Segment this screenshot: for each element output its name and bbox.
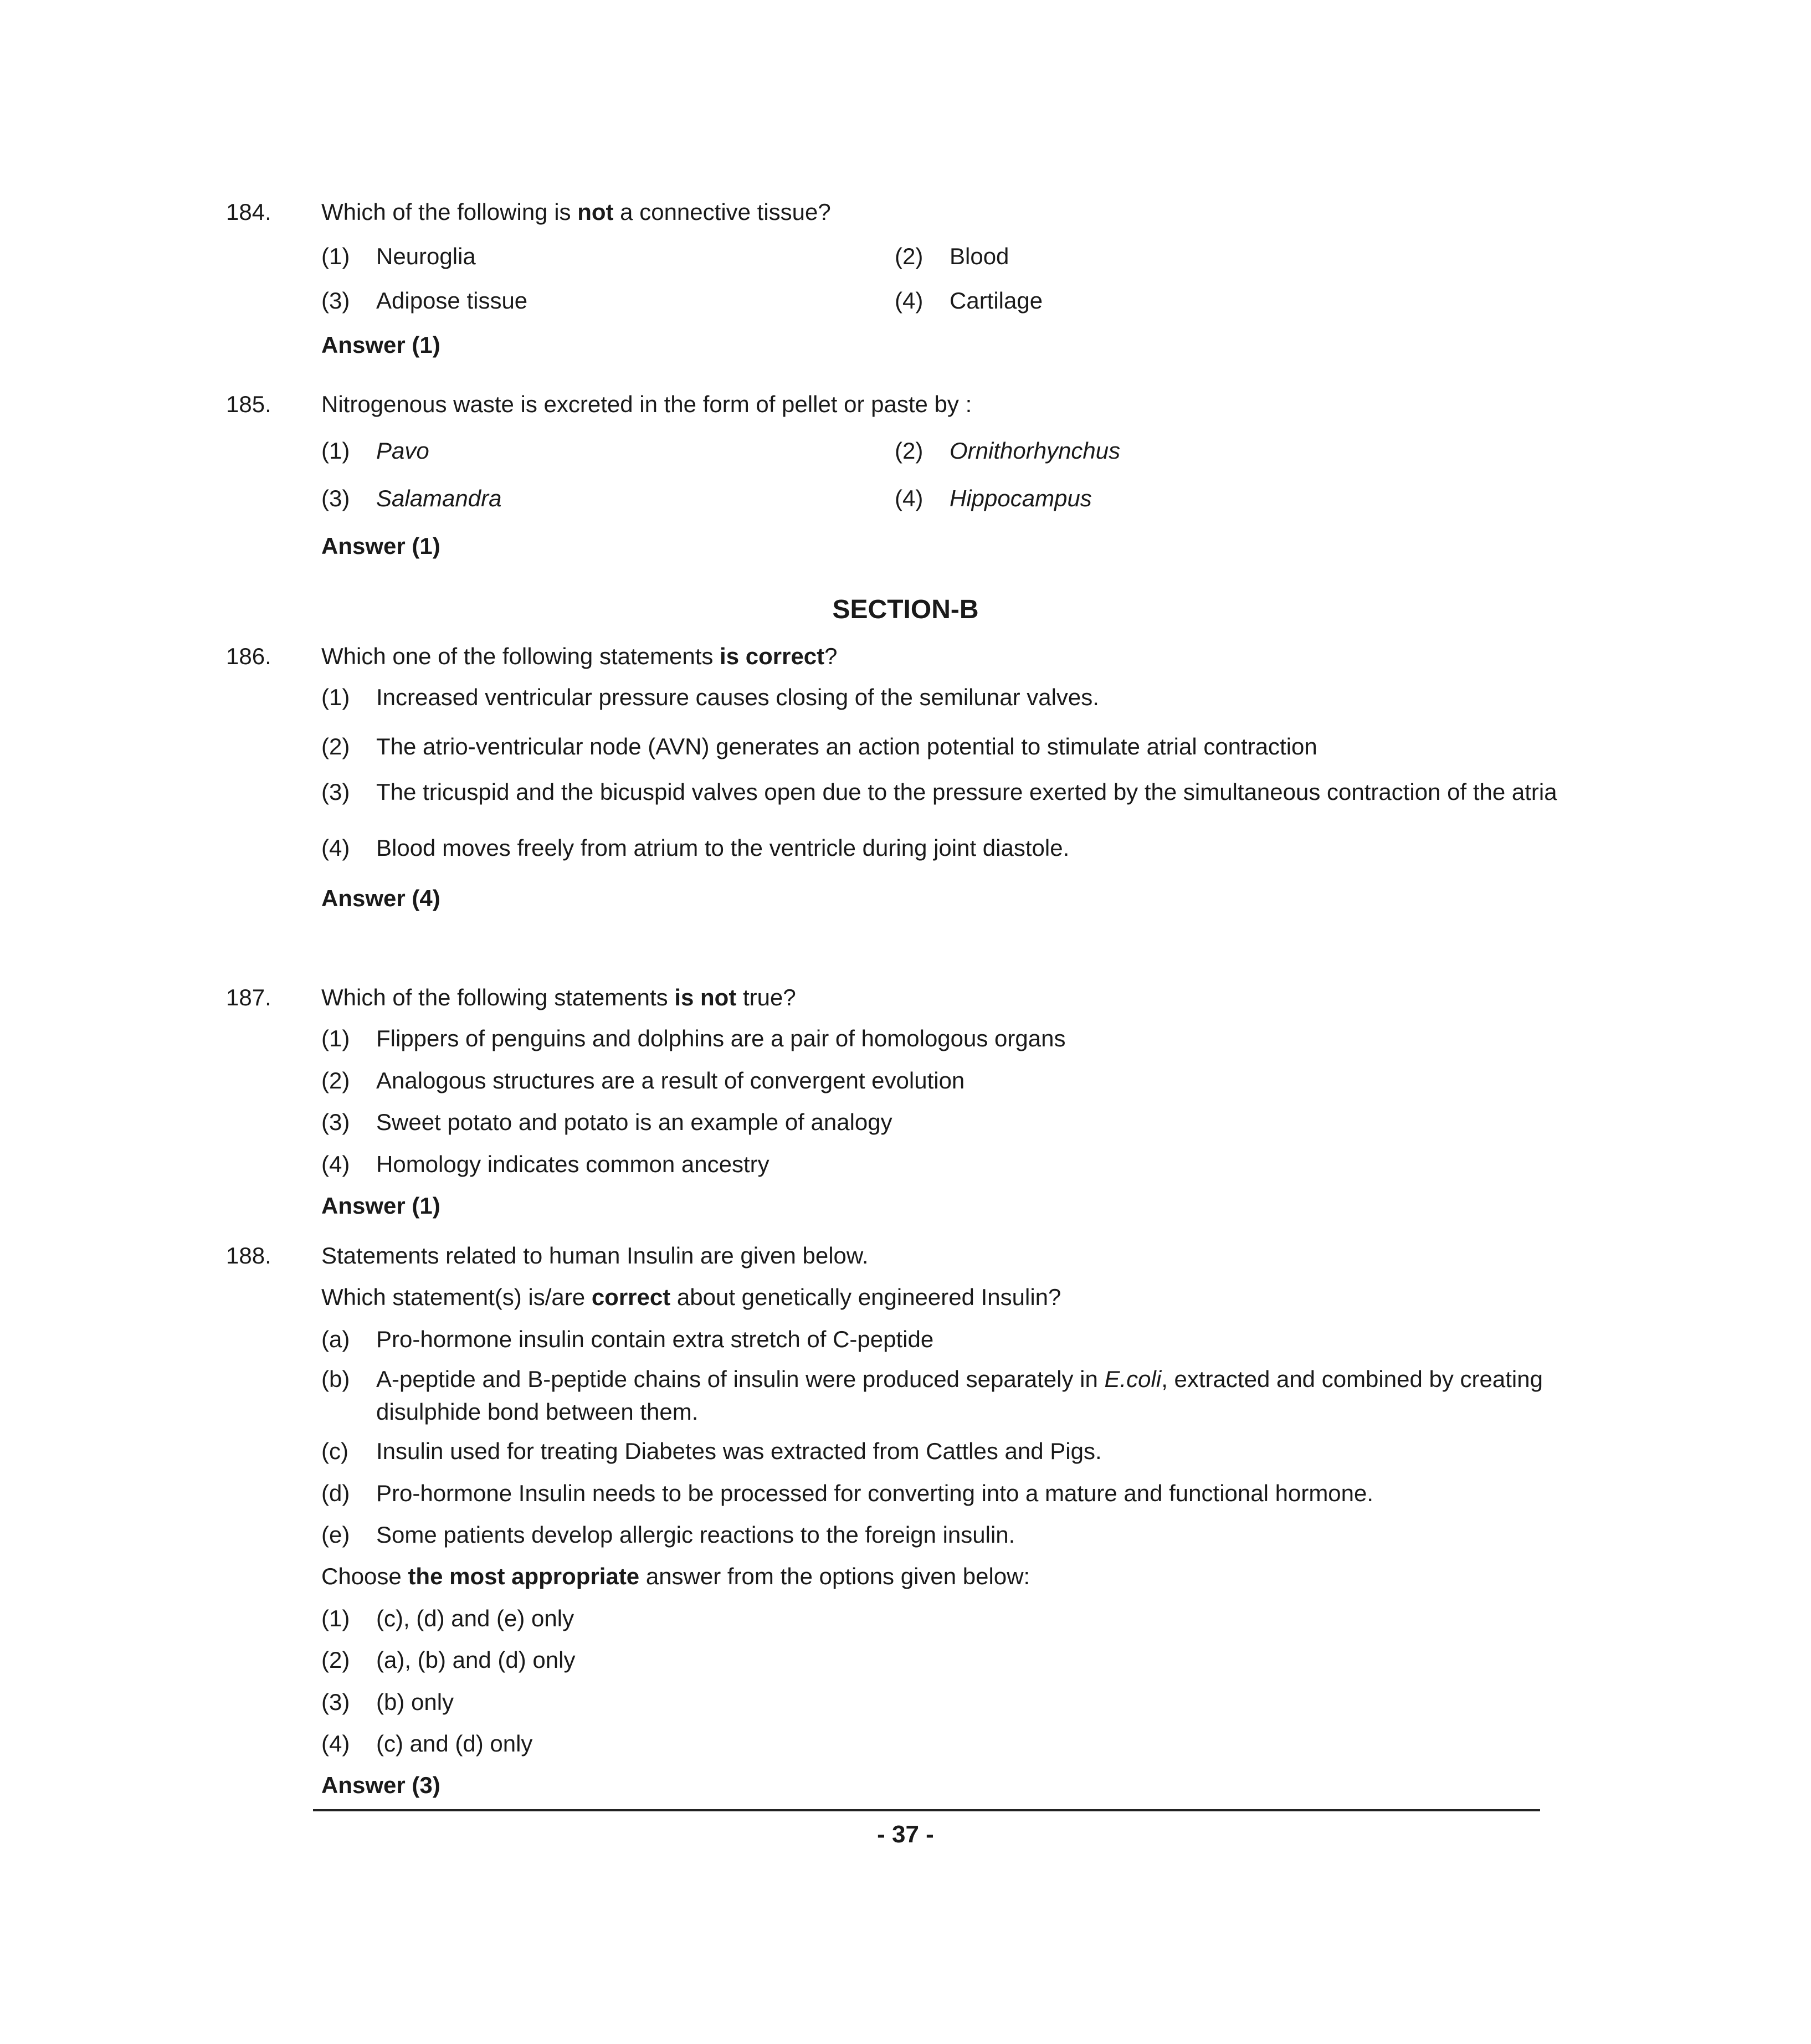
option-1: (1) Pavo [321, 438, 429, 464]
option-2: (2) Blood [895, 243, 1009, 270]
option-2: (2) Ornithorhynchus [895, 438, 1121, 464]
option-1: (1) Flippers of penguins and dolphins are a pair of homologous organs [321, 1025, 1066, 1052]
question-number: 184. [226, 199, 271, 225]
statement-d: (d) Pro-hormone Insulin needs to be processed for converting into a mature and functional hormone. [321, 1480, 1374, 1506]
page-number: - 37 - [877, 1821, 934, 1848]
question-number: 187. [226, 984, 271, 1010]
question-stem: Which one of the following statements is correct? [321, 643, 838, 669]
answer: Answer (1) [321, 1192, 440, 1219]
statement-e: (e) Some patients develop allergic reactions to the foreign insulin. [321, 1521, 1015, 1548]
options-row [321, 243, 1562, 287]
option-2: (2) (a), (b) and (d) only [321, 1647, 576, 1673]
question-stem-2: Which statement(s) is/are correct about genetically engineered Insulin? [321, 1284, 1061, 1311]
section-heading: SECTION-B [832, 595, 979, 624]
option-3: (3) Sweet potato and potato is an example of analogy [321, 1109, 892, 1136]
answer: Answer (4) [321, 885, 440, 911]
question-184 [226, 198, 1562, 360]
answer: Answer (1) [321, 332, 440, 358]
option-1: (1) Increased ventricular pressure causes closing of the semilunar valves. [321, 684, 1099, 711]
question-stem: Which of the following statements is not true? [321, 984, 796, 1010]
answer: Answer (3) [321, 1772, 440, 1799]
question-stem: Nitrogenous waste is excreted in the form of pellet or paste by : [321, 391, 972, 417]
options-row [321, 287, 1562, 331]
question-number: 185. [226, 391, 271, 417]
footer-divider [313, 1809, 1540, 1811]
question-number: 186. [226, 643, 271, 669]
question-186 [226, 643, 1562, 912]
option-1: (1) Neuroglia [321, 243, 476, 270]
option-3: (3) Salamandra [321, 485, 502, 512]
question-188 [226, 1242, 1562, 1800]
question-187 [226, 984, 1562, 1220]
choose-instruction: Choose the most appropriate answer from the options given below: [321, 1563, 1030, 1590]
option-1: (1) (c), (d) and (e) only [321, 1605, 574, 1631]
option-4: (4) (c) and (d) only [321, 1730, 533, 1757]
option-3: (3) The tricuspid and the bicuspid valves open due to the pressure exerted by the simultaneous contraction of the atria [321, 779, 1557, 805]
question-stem: Which of the following is not a connective tissue? [321, 199, 831, 225]
statement-c: (c) Insulin used for treating Diabetes was extracted from Cattles and Pigs. [321, 1438, 1102, 1465]
option-2: (2) Analogous structures are a result of convergent evolution [321, 1067, 965, 1093]
option-4: (4) Homology indicates common ancestry [321, 1151, 769, 1177]
question-number: 188. [226, 1242, 271, 1268]
options-row [321, 485, 1562, 532]
question-stem: Statements related to human Insulin are given below. [321, 1242, 869, 1268]
options-row [321, 437, 1562, 485]
statement-a: (a) Pro-hormone insulin contain extra stretch of C-peptide [321, 1326, 934, 1352]
option-4: (4) Blood moves freely from atrium to the ventricle during joint diastole. [321, 835, 1070, 861]
option-4: (4) Hippocampus [895, 485, 1092, 512]
option-2: (2) The atrio-ventricular node (AVN) generates an action potential to stimulate atrial contraction [321, 733, 1317, 759]
option-3: (3) Adipose tissue [321, 287, 528, 314]
option-4: (4) Cartilage [895, 287, 1043, 314]
option-3: (3) (b) only [321, 1688, 454, 1715]
statement-b: (b) A-peptide and B-peptide chains of insulin were produced separately in E.coli, extracted and combined by creating disulphide bond between them. [321, 1366, 1543, 1425]
question-185 [226, 391, 1562, 561]
answer: Answer (1) [321, 533, 440, 559]
